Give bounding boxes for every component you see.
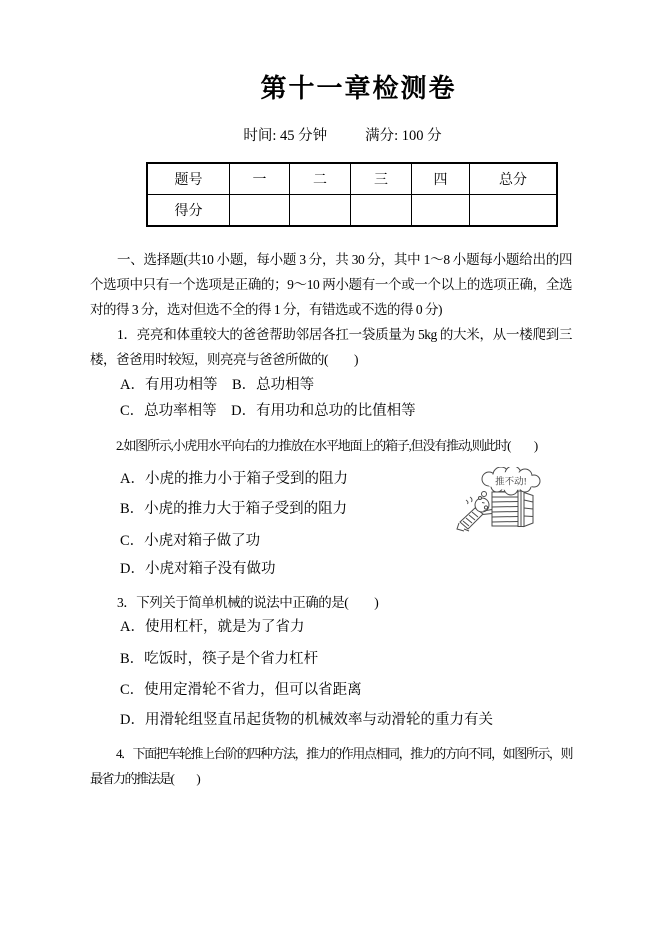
- question-2-option-b: B．小虎的推力大于箱子受到的阻力: [120, 501, 348, 517]
- score-header-cell: 总分: [470, 163, 558, 195]
- score-blank-cell: [470, 195, 558, 227]
- exam-meta: [12, 127, 661, 145]
- question-2-stem: 2.如图所示,小虎用水平向右的力推放在水平地面上的箱子,但没有推动,则此时( ): [116, 438, 537, 453]
- question-1-stem: 1．亮亮和体重较大的爸爸帮助邻居各扛一袋质量为 5kg 的大米，从一楼爬到三楼，爸爸用时较短，则亮亮与爸爸所做的( ): [90, 327, 572, 367]
- pushing-box-figure: [455, 467, 557, 551]
- question-4-stem: 4．下面把车轮推上台阶的四种方法，推力的作用点相同，推力的方向不同，如图所示，则最省力的推法是( ): [90, 746, 572, 786]
- score-header-cell: 一: [230, 163, 290, 195]
- question-2-option-c: C．小虎对箱子做了功: [120, 533, 261, 549]
- question-2-option-a: A．小虎的推力小于箱子受到的阻力: [120, 471, 348, 487]
- score-blank-cell: [230, 195, 290, 227]
- score-row-label: 得分: [147, 195, 230, 227]
- question-3-option-a: A．使用杠杆，就是为了省力: [120, 619, 305, 635]
- question-3-option-b: B．吃饭时，筷子是个省力杠杆: [120, 651, 319, 667]
- score-blank-cell: [290, 195, 351, 227]
- question-3-option-c: C．使用定滑轮不省力，但可以省距离: [120, 682, 362, 698]
- score-header-cell: 三: [351, 163, 412, 195]
- section-1-instructions: 一、选择题(共10 小题，每小题 3 分，共 30 分，其中 1～8 小题每小题给出的四个选项中只有一个选项是正确的；9～10 两小题有一个或一个以上的选项正确，全选对的得 3 分，选对但选不全的得 1 分，有错选或不选的得 0 分): [90, 252, 572, 317]
- score-table-header-row: [147, 163, 557, 195]
- score-header-cell: 四: [412, 163, 470, 195]
- question-1-options-ab: A．有用功相等 B．总功相等: [120, 377, 315, 393]
- question-3-stem: 3．下列关于简单机械的说法中正确的是( ): [117, 595, 379, 610]
- person-drawing: [457, 497, 492, 531]
- question-1-options-cd: C．总功率相等 D．有用功和总功的比值相等: [120, 403, 416, 419]
- score-table-score-row: [147, 195, 557, 227]
- exam-total-score: 满分: 100 分: [365, 128, 442, 144]
- score-header-cell: 二: [290, 163, 351, 195]
- crate-drawing: [492, 491, 533, 527]
- score-table: [146, 162, 558, 227]
- page-title: 第十一章检测卷: [260, 74, 457, 103]
- score-blank-cell: [351, 195, 412, 227]
- pushing-box-illustration: [455, 467, 557, 551]
- question-2-option-d: D．小虎对箱子没有做功: [120, 561, 276, 577]
- score-blank-cell: [412, 195, 470, 227]
- question-3-option-d: D．用滑轮组竖直吊起货物的机械效率与动滑轮的重力有关: [120, 712, 493, 728]
- score-header-cell: 题号: [147, 163, 230, 195]
- exam-duration: 时间: 45 分钟: [243, 128, 328, 144]
- bubble-text: 推不动!: [495, 477, 527, 488]
